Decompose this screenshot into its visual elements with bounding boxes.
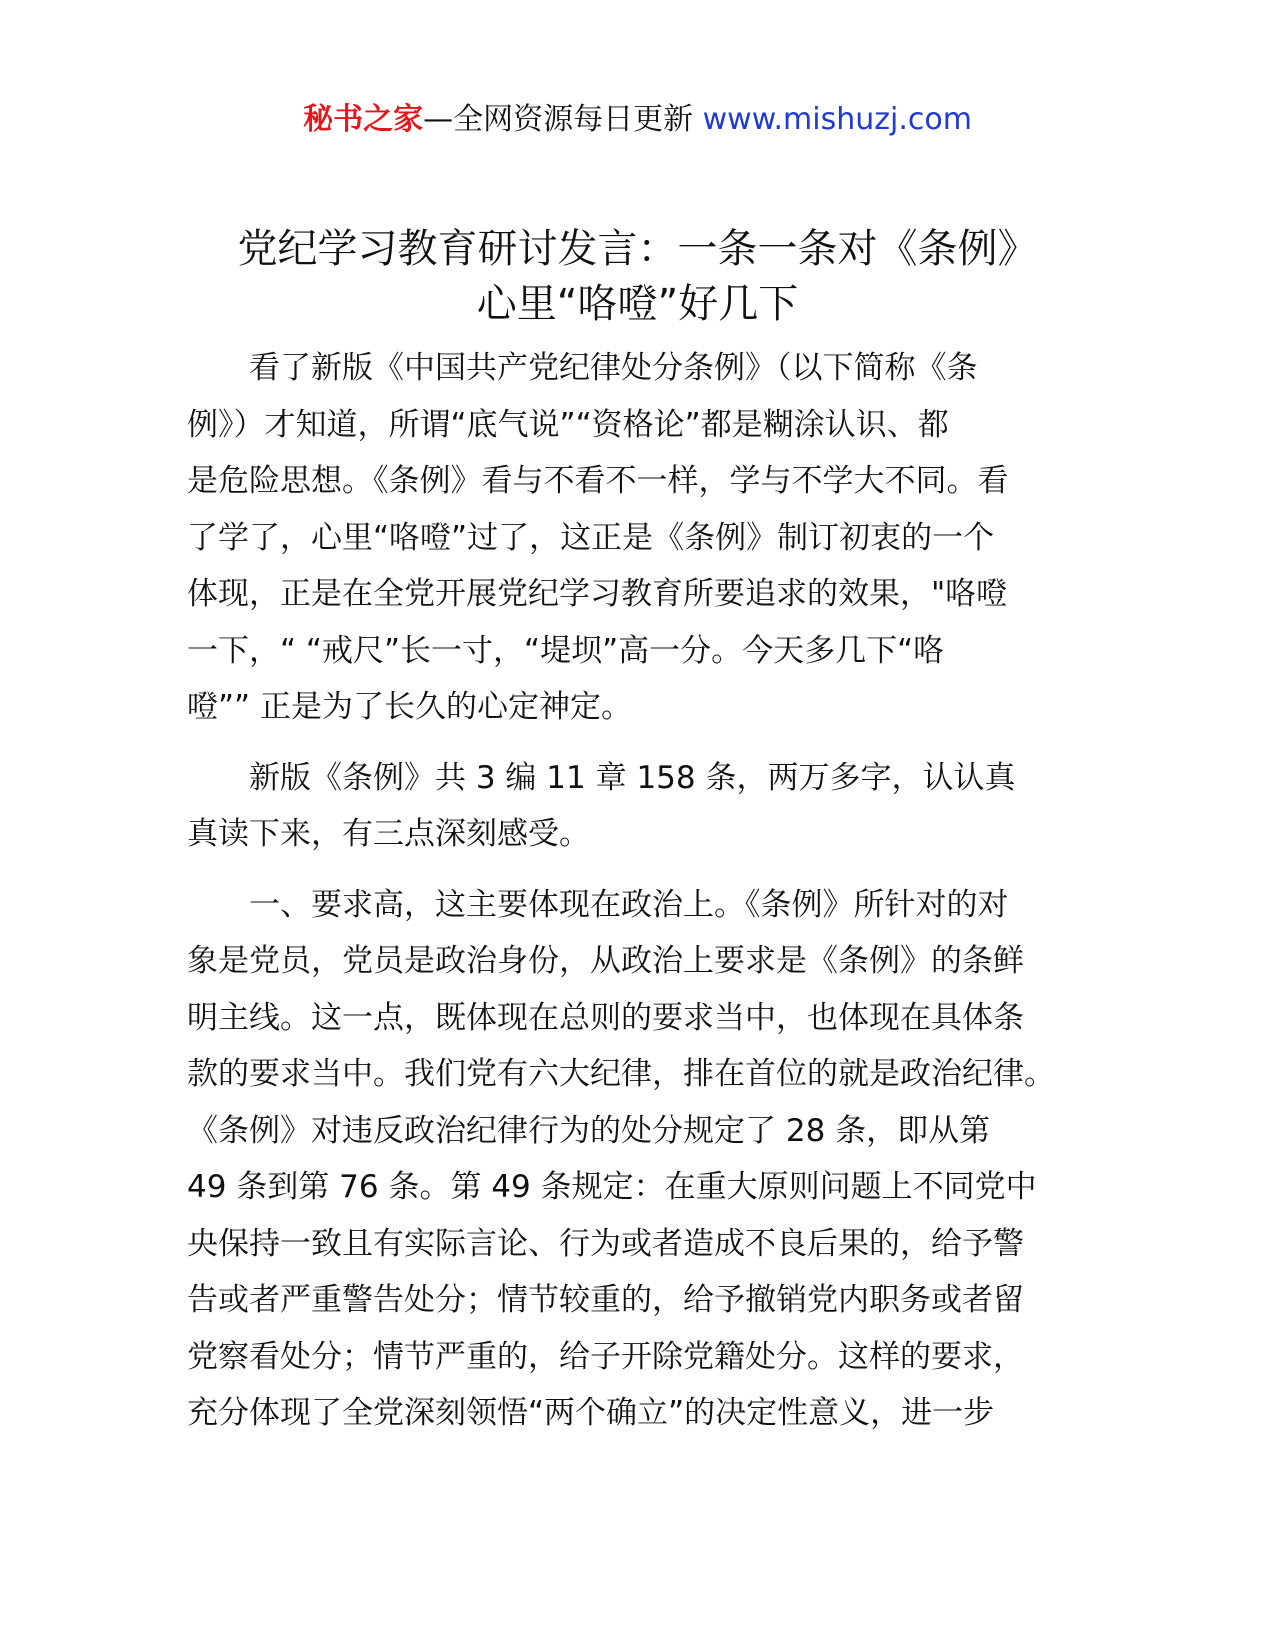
text-line: 党察看处分；情节严重的，给子开除党籍处分。这样的要求， bbox=[187, 1338, 1024, 1375]
text-line: 告或者严重警告处分；情节较重的，给予撤销党内职务或者留 bbox=[187, 1282, 1024, 1318]
text-line: 明主线。这一点，既体现在总则的要求当中，也体现在具体条 bbox=[187, 999, 1024, 1036]
text-line: 了学了，心里“咯噔”过了，这正是《条例》制订初衷的一个 bbox=[187, 519, 995, 556]
text-line: 一下，“ “戒尺”长一寸，“堤坝”高一分。今天多几下“咯 bbox=[187, 632, 945, 669]
text-line: 充分体现了全党深刻领悟“两个确立”的决定性意义，进一步 bbox=[187, 1395, 995, 1431]
brand-name: 秘书之家 bbox=[303, 102, 424, 137]
text-line: 49 条到第 76 条。第 49 条规定：在重大原则问题上不同党中 bbox=[187, 1169, 1037, 1205]
title-line: 心里“咯噔”好几下 bbox=[476, 281, 799, 327]
document-body bbox=[187, 340, 1087, 1456]
text-line: 真读下来，有三点深刻感受。 bbox=[187, 816, 590, 852]
site-url-link[interactable]: www.mishuzj.com bbox=[702, 102, 972, 137]
text-line: 一、要求高，这主要体现在政治上。《条例》所针对的对 bbox=[249, 886, 1009, 923]
text-line: 例》）才知道，所谓“底气说”“资格论”都是糊涂认识、都 bbox=[187, 406, 949, 443]
header-tagline: —全网资源每日更新 bbox=[423, 102, 694, 137]
paragraph-overview bbox=[187, 750, 1087, 863]
text-line: 款的要求当中。我们党有六大纪律，排在首位的就是政治纪律。 bbox=[187, 1056, 1055, 1092]
paragraph-point-one bbox=[187, 877, 1087, 1442]
document-title bbox=[150, 222, 1125, 332]
text-line: 是危险思想。《条例》看与不看不一样，学与不学大不同。看 bbox=[187, 463, 1009, 499]
paragraph-intro bbox=[187, 340, 1087, 736]
text-line: 《条例》对违反政治纪律行为的处分规定了 28 条，即从第 bbox=[187, 1112, 991, 1149]
text-line: 央保持一致且有实际言论、行为或者造成不良后果的，给予警 bbox=[187, 1225, 1024, 1262]
text-line: 体现，正是在全党开展党纪学习教育所要追求的效果，"咯噔 bbox=[187, 576, 1008, 612]
text-line: 新版《条例》共 3 编 11 章 158 条，两万多字，认认真 bbox=[249, 759, 1016, 796]
title-line: 党纪学习教育研讨发言：一条一条对《条例》 bbox=[237, 226, 1038, 272]
text-line: 象是党员，党员是政治身份，从政治上要求是《条例》的条鲜 bbox=[187, 943, 1024, 979]
text-line: 噔”” 正是为了长久的心定神定。 bbox=[187, 689, 632, 725]
site-header bbox=[0, 100, 1275, 140]
text-line: 看了新版《中国共产党纪律处分条例》（以下简称《条 bbox=[249, 350, 978, 386]
